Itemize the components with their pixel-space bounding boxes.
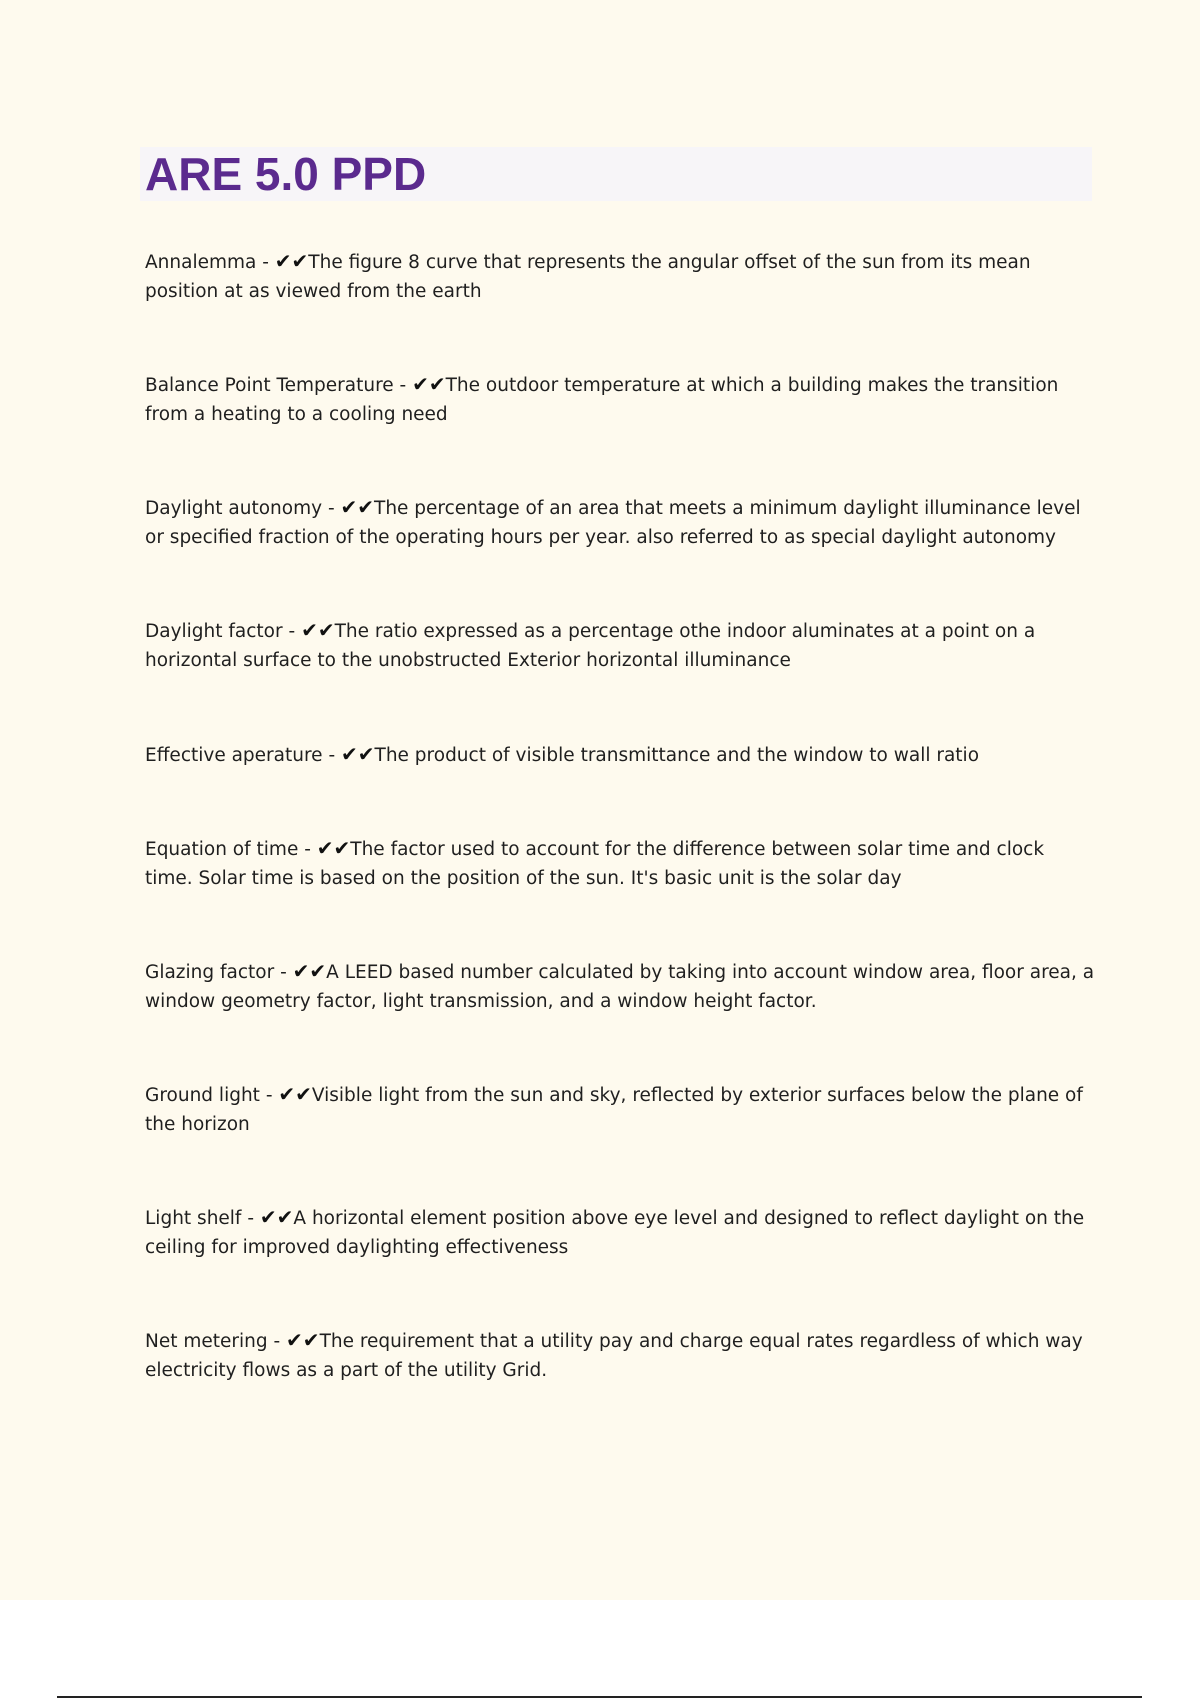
entry-definition: Visible light from the sun and sky, reflected by exterior surfaces below the plane of the horizon (145, 1085, 1083, 1135)
entry-definition: The factor used to account for the difference between solar time and clock time. Solar time is based on the position of the sun. It's basic unit is the solar day (145, 839, 1045, 889)
checkmark-icon: ✔✔ (292, 959, 327, 983)
entry-definition: The figure 8 curve that represents the angular offset of the sun from its mean position at as viewed from the earth (145, 252, 1031, 302)
entry-term: Ground light (145, 1085, 260, 1106)
flashcard-entry (145, 370, 1095, 429)
entry-definition: The outdoor temperature at which a building makes the transition from a heating to a cooling need (145, 375, 1059, 425)
entry-definition: A horizontal element position above eye level and designed to reflect daylight on the ceiling for improved daylighting effectiveness (145, 1208, 1085, 1258)
checkmark-icon: ✔✔ (341, 742, 375, 766)
checkmark-icon: ✔✔ (412, 372, 446, 396)
entry-term: Equation of time (145, 839, 299, 860)
flashcard-entry (145, 493, 1095, 552)
entry-separator: - (393, 375, 413, 396)
flashcard-entry (145, 247, 1095, 306)
entry-definition: The product of visible transmittance and the window to wall ratio (374, 745, 980, 766)
checkmark-icon: ✔✔ (286, 1328, 320, 1352)
entry-term: Daylight autonomy (145, 498, 323, 519)
page-title: ARE 5.0 PPD (145, 148, 427, 200)
flashcard-entry (145, 1080, 1095, 1139)
entry-term: Net metering (145, 1331, 268, 1352)
entry-term: Effective aperature (145, 745, 323, 766)
entry-definition: The percentage of an area that meets a minimum daylight illuminance level or specified fraction of the operating hours per year. also referred to as special daylight autonomy (145, 498, 1081, 548)
checkmark-icon: ✔✔ (259, 1205, 294, 1229)
entry-definition: The ratio expressed as a percentage othe indoor aluminates at a point on a horizontal surface to the unobstructed Exterior horizontal illuminance (145, 621, 1036, 671)
entry-separator: - (267, 1331, 287, 1352)
entry-separator: - (322, 745, 341, 766)
entry-definition: The requirement that a utility pay and charge equal rates regardless of which way electricity flows as a part of the utility Grid. (145, 1331, 1083, 1381)
entry-separator: - (256, 252, 275, 273)
footer-divider (57, 1696, 1142, 1698)
entry-separator: - (322, 498, 341, 519)
entry-definition: A LEED based number calculated by taking into account window area, floor area, a window geometry factor, light transmission, and a window height factor. (145, 962, 1095, 1012)
checkmark-icon: ✔✔ (316, 836, 351, 860)
flashcard-entry (145, 616, 1095, 675)
flashcard-entry (145, 740, 1095, 770)
entry-term: Light shelf (145, 1208, 242, 1229)
checkmark-icon: ✔✔ (340, 495, 375, 519)
checkmark-icon: ✔✔ (278, 1082, 312, 1106)
entry-separator: - (241, 1208, 260, 1229)
entry-separator: - (274, 962, 293, 983)
flashcard-entry (145, 834, 1095, 893)
flashcard-entry (145, 1326, 1095, 1385)
entry-separator: - (298, 839, 317, 860)
entry-term: Glazing factor (145, 962, 275, 983)
entry-separator: - (282, 621, 302, 642)
flashcard-entry (145, 1203, 1095, 1262)
entry-term: Daylight factor (145, 621, 283, 642)
checkmark-icon: ✔✔ (274, 249, 309, 273)
entry-separator: - (259, 1085, 279, 1106)
entry-term: Balance Point Temperature (145, 375, 394, 396)
entry-term: Annalemma (145, 252, 257, 273)
checkmark-icon: ✔✔ (301, 618, 335, 642)
flashcard-entry (145, 957, 1095, 1016)
